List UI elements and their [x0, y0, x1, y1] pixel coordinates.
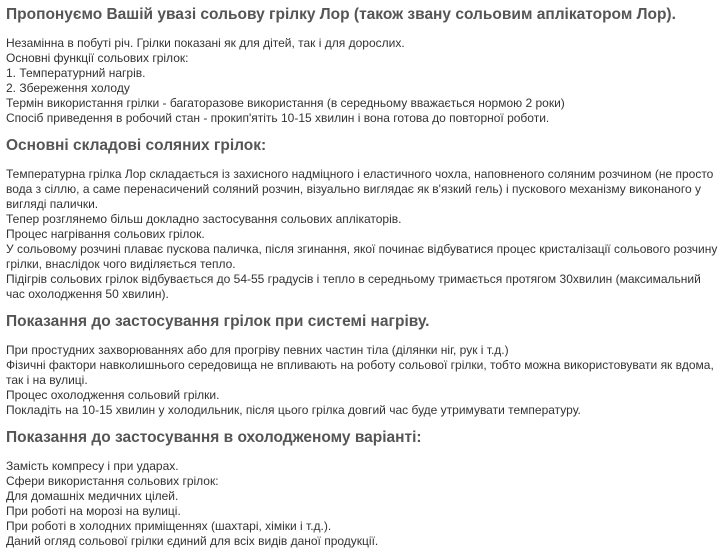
text-line: Процес нагрівання сольових грілок.	[6, 227, 205, 241]
text-line: Фізичні фактори навколишнього середовища не впливають на роботу сольової грілки, тобто можна використовувати як вдома, так і на вулиці.	[6, 358, 714, 387]
section-heading: Показання до застосування в охолодженому варіанті:	[6, 429, 422, 446]
section-components	[6, 136, 721, 302]
section-cooling-indications	[6, 428, 721, 549]
section-heading: Основні складові соляних грілок:	[6, 137, 267, 154]
text-line: Температурна грілка Лор складається із захисного надміцного і еластичного чохла, наповненого соляним розчином (не просто вода з сіллю, а саме перенасичений соляний розчин, візуально виглядає як в'язкий гель) і пускового механізму виконаного у вигляді палички.	[6, 167, 714, 211]
section-body	[6, 459, 721, 549]
text-line: При простудних захворюваннях або для прогріву певних частин тіла (ділянки ніг, рук і т.д.)	[6, 343, 509, 357]
text-line: Процес охолодження сольовий грілки.	[6, 388, 220, 402]
section-body	[6, 167, 721, 302]
text-line: Даний огляд сольової грілки єдиний для всіх видів даної продукції.	[6, 534, 379, 548]
text-line: При роботі на морозі на вулиці.	[6, 504, 181, 518]
text-line: Покладіть на 10-15 хвилин у холодильник, після цього грілка довгий час буде утримувати температуру.	[6, 403, 581, 417]
section-heating-indications	[6, 312, 721, 418]
text-line: 2. Збереження холоду	[6, 81, 130, 95]
text-line: Незамінна в побуті річ. Грілки показані як для дітей, так і для дорослих.	[6, 36, 405, 50]
text-line: Термін використання грілки - багаторазове використання (в середньому вважається нормою 2 роки)	[6, 96, 565, 110]
text-line: 1. Температурний нагрів.	[6, 66, 146, 80]
text-line: Замість компресу і при ударах.	[6, 459, 179, 473]
text-line: Сфери використання сольових грілок:	[6, 474, 219, 488]
text-line: При роботі в холодних приміщеннях (шахтарі, хіміки і т.д.).	[6, 519, 332, 533]
section-intro	[6, 5, 721, 126]
section-heading: Пропонуємо Вашій увазі сольову грілку Лор (також звану сольовим аплікатором Лор).	[6, 6, 676, 23]
text-line: Тепер розглянемо більш докладно застосування сольових аплікаторів.	[6, 212, 402, 226]
section-body	[6, 36, 721, 126]
section-body	[6, 343, 721, 418]
text-line: Підігрів сольових грілок відбувається до 54-55 градусів і тепло в середньому тримається протягом 30хвилин (максимальний час охолодження 50 хвилин).	[6, 272, 701, 301]
text-line: Для домашніх медичних цілей.	[6, 489, 179, 503]
section-heading: Показання до застосування грілок при системі нагріву.	[6, 313, 430, 330]
text-line: Основні функції сольових грілок:	[6, 51, 189, 65]
text-line: У сольовому розчині плаває пускова паличка, після згинання, якої починає відбуватися процес кристалізації сольового розчину грілки, внаслідок чого виділяється тепло.	[6, 242, 718, 271]
text-line: Спосіб приведення в робочий стан - прокип'ятіть 10-15 хвилин і вона готова до повторної роботи.	[6, 111, 550, 125]
